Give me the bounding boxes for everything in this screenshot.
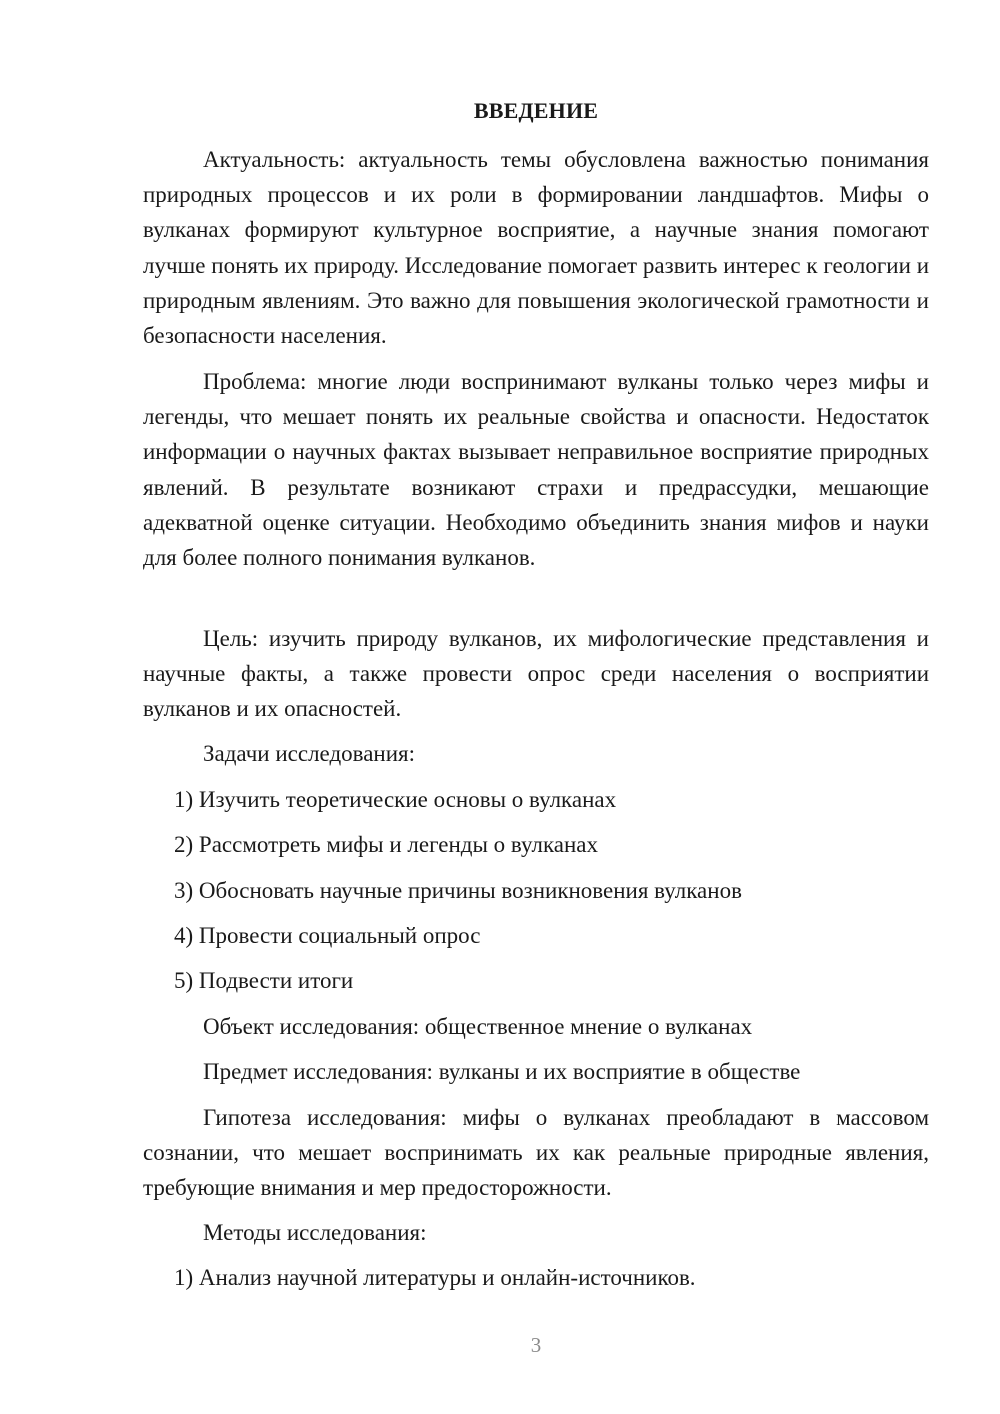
task-item: 1) Изучить теоретические основы о вулканах bbox=[174, 787, 617, 812]
goal-paragraph: Цель: изучить природу вулканов, их мифологические представления и научные факты, а также провести опрос среди населения о восприятии вулканов и их опасностей. bbox=[143, 626, 929, 722]
methods-heading: Методы исследования: bbox=[203, 1220, 427, 1245]
problem-paragraph: Проблема: многие люди воспринимают вулканы только через мифы и легенды, что мешает понять их реальные свойства и опасности. Недостаток информации о научных фактах вызывает неправильное восприятие природных явлений. В результате возникают страхи и предрассудки, мешающие адекватной оценке ситуации. Необходимо объединить знания мифов и науки для более полного понимания вулканов. bbox=[143, 369, 929, 571]
hypothesis-paragraph: Гипотеза исследования: мифы о вулканах преобладают в массовом сознании, что мешает воспринимать их как реальные природные явления, требующие внимания и мер предосторожности. bbox=[143, 1105, 929, 1201]
method-item: 1) Анализ научной литературы и онлайн-источников. bbox=[174, 1265, 696, 1290]
task-item: 4) Провести социальный опрос bbox=[174, 923, 481, 948]
task-item: 2) Рассмотреть мифы и легенды о вулканах bbox=[174, 832, 599, 857]
research-object: Объект исследования: общественное мнение о вулканах bbox=[203, 1014, 753, 1039]
page-title: ВВЕДЕНИЕ bbox=[473, 98, 599, 123]
page-number: 3 bbox=[530, 1333, 542, 1357]
research-subject: Предмет исследования: вулканы и их восприятие в обществе bbox=[203, 1059, 801, 1084]
task-item: 5) Подвести итоги bbox=[174, 968, 354, 993]
relevance-paragraph: Актуальность: актуальность темы обусловлена важностью понимания природных процессов и их роли в формировании ландшафтов. Мифы о вулканах формируют культурное восприятие, а научные знания помогают лучше понять их природу. Исследование помогает развить интерес к геологии и природным явлениям. Это важно для повышения экологической грамотности и безопасности населения. bbox=[143, 147, 929, 349]
task-item: 3) Обосновать научные причины возникновения вулканов bbox=[174, 878, 742, 903]
tasks-heading: Задачи исследования: bbox=[203, 741, 416, 766]
